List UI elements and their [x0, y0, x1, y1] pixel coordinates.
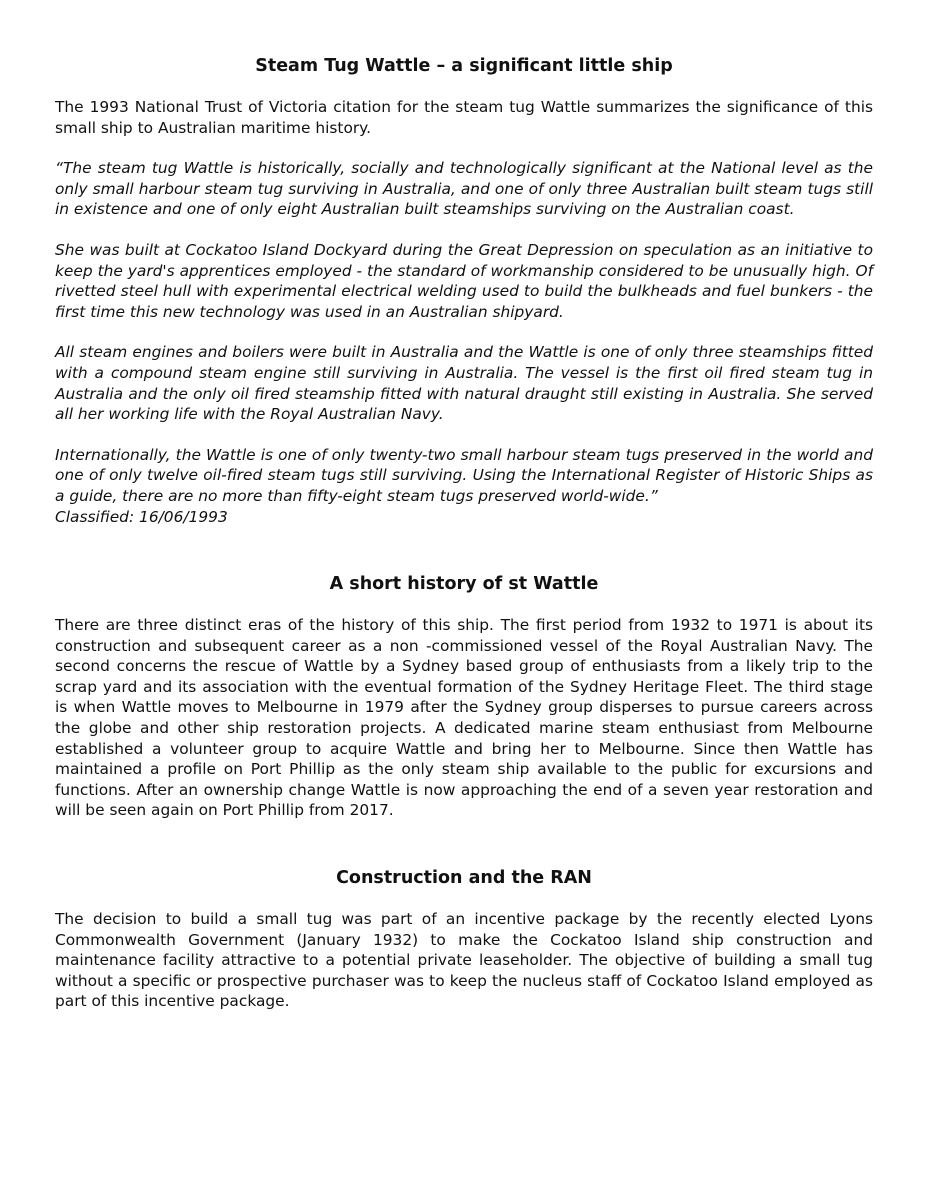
citation-quote-paragraph-3: All steam engines and boilers were built in Australia and the Wattle is one of only three steamships fitted with a compound steam engine still surviving in Australia. The vessel is the first oil fired steam tug in Australia and the only oil fired steamship fitted with natural draught still existing in Australia. She served all her working life with the Royal Australian Navy.: [55, 343, 873, 424]
classified-date: Classified: 16/06/1993: [55, 507, 228, 526]
citation-quote-paragraph-4: Internationally, the Wattle is one of only twenty-two small harbour steam tugs preserved in the world and one of only twelve oil-fired steam tugs still surviving. Using the International Register of Historic Ships as a guide, there are no more than fifty-eight steam tugs preserved world-wide.”: [55, 445, 873, 505]
citation-quote-paragraph-2: She was built at Cockatoo Island Dockyard during the Great Depression on speculation as an initiative to keep the yard's apprentices employed - the standard of workmanship considered to be unusually high. Of rivetted steel hull with experimental electrical welding used to build the bulkheads and fuel bunkers - the first time this new technology was used in an Australian shipyard.: [55, 240, 873, 321]
section-title-construction-ran: Construction and the RAN: [336, 868, 592, 889]
section-title-steam-tug-wattle: Steam Tug Wattle – a significant little ship: [255, 56, 673, 76]
section-title-short-history: A short history of st Wattle: [329, 574, 599, 595]
construction-paragraph: The decision to build a small tug was part of an incentive package by the recently elected Lyons Commonwealth Government (January 1932) to make the Cockatoo Island ship construction and maintenance facility attractive to a potential private leaseholder. The objective of building a small tug without a specific or prospective purchaser was to keep the nucleus staff of Cockatoo Island employed as part of this incentive package.: [55, 910, 873, 1011]
document-page: [55, 53, 873, 1012]
intro-paragraph: The 1993 National Trust of Victoria citation for the steam tug Wattle summarizes the significance of this small ship to Australian maritime history.: [55, 98, 873, 137]
citation-quote-paragraph-1: “The steam tug Wattle is historically, socially and technologically significant at the National level as the only small harbour steam tug surviving in Australia, and one of only three Australian built steam tugs still in existence and one of only eight Australian built steamships surviving on the Australian coast.: [55, 159, 873, 219]
history-paragraph: There are three distinct eras of the history of this ship. The first period from 1932 to 1971 is about its construction and subsequent career as a non -commissioned vessel of the Royal Australian Navy. The second concerns the rescue of Wattle by a Sydney based group of enthusiasts from a likely trip to the scrap yard and its association with the eventual formation of the Sydney Heritage Fleet. The third stage is when Wattle moves to Melbourne in 1979 after the Sydney group disperses to pursue careers across the globe and other ship restoration projects. A dedicated marine steam enthusiast from Melbourne established a volunteer group to acquire Wattle and bring her to Melbourne. Since then Wattle has maintained a profile on Port Phillip as the only steam ship available to the public for excursions and functions. After an ownership change Wattle is now approaching the end of a seven year restoration and will be seen again on Port Phillip from 2017.: [55, 616, 873, 820]
